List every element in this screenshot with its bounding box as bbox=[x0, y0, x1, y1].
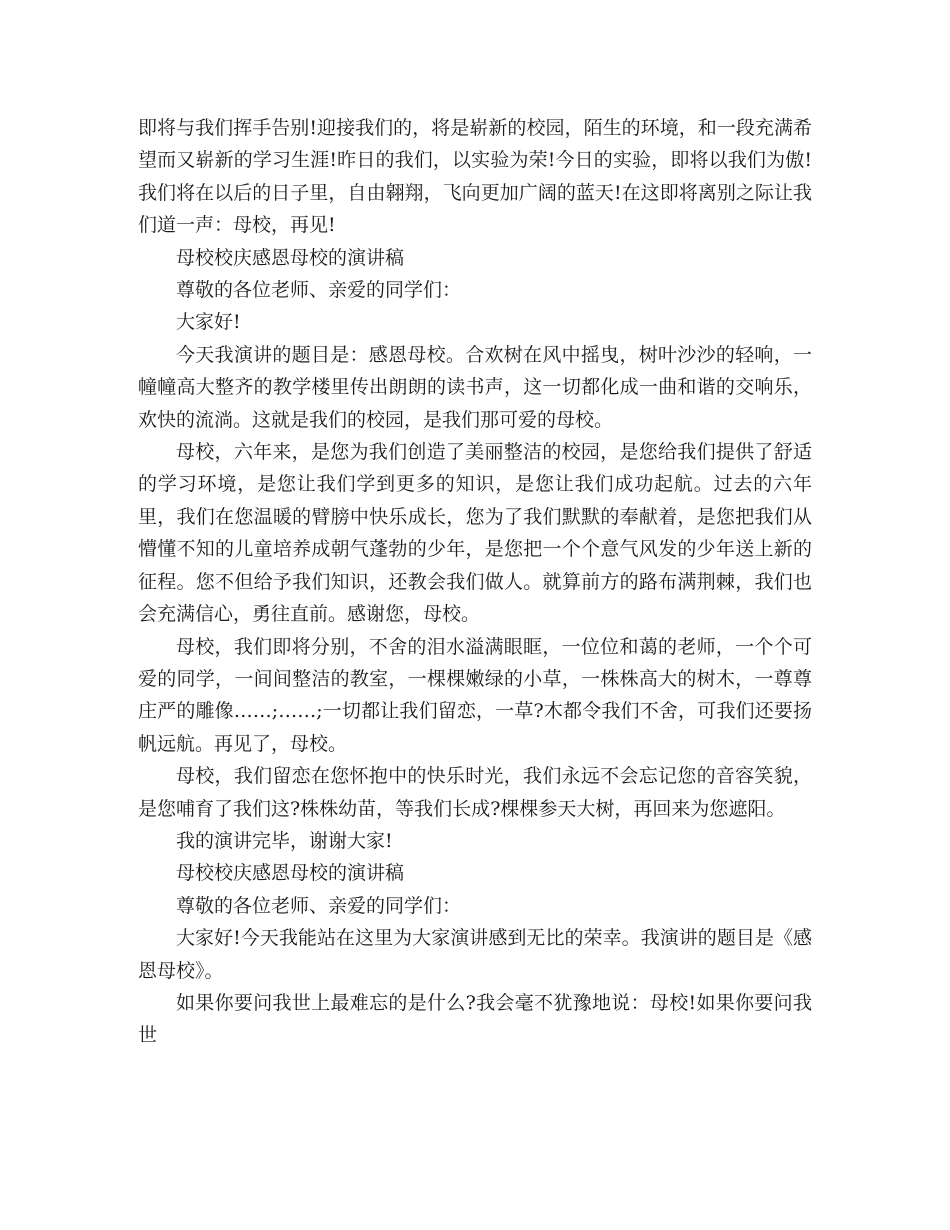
paragraph-greeting-2: 大家好!今天我能站在这里为大家演讲感到无比的荣幸。我演讲的题目是《感恩母校》。 bbox=[138, 927, 812, 982]
document-body bbox=[138, 112, 812, 1052]
closing-line: 我的演讲完毕，谢谢大家! bbox=[176, 829, 393, 852]
greeting-1: 大家好! bbox=[176, 311, 241, 334]
paragraph-question: 如果你要问我世上最难忘的是什么?我会毫不犹豫地说：母校!如果你要问我世 bbox=[138, 991, 812, 1047]
speech-title-2: 母校校庆感恩母校的演讲稿 bbox=[176, 862, 405, 885]
paragraph-farewell: 母校，我们即将分别，不舍的泪水溢满眼眶，一位位和蔼的老师，一个个可爱的同学，一间间整洁的教室，一棵棵嫩绿的小草，一株株高大的树木，一尊尊庄严的雕像……;……;一切都让我们留恋，一草?木都令我们不舍，可我们还要扬帆远航。再见了，母校。 bbox=[138, 635, 812, 755]
paragraph-six-years: 母校，六年来，是您为我们创造了美丽整洁的校园，是您给我们提供了舒适的学习环境，是您让我们学到更多的知识，是您让我们成功起航。过去的六年里，我们在您温暖的臂膀中快乐成长，您为了我们默默的奉献着，是您把我们从懵懂不知的儿童培养成朝气蓬勃的少年，是您把一个个意气风发的少年送上新的征程。您不但给予我们知识，还教会我们做人。就算前方的路布满荆棘，我们也会充满信心，勇往直前。感谢您，母校。 bbox=[138, 441, 812, 626]
speech-title-1: 母校校庆感恩母校的演讲稿 bbox=[176, 246, 405, 269]
salutation-1: 尊敬的各位老师、亲爱的同学们： bbox=[176, 279, 462, 302]
salutation-2: 尊敬的各位老师、亲爱的同学们： bbox=[176, 894, 462, 917]
paragraph-memories: 母校，我们留恋在您怀抱中的快乐时光，我们永远不会忘记您的音容笑貌，是您哺育了我们这?株株幼苗，等我们长成?棵棵参天大树，再回来为您遮阳。 bbox=[138, 765, 812, 820]
paragraph-continuation: 即将与我们挥手告别!迎接我们的，将是崭新的校园，陌生的环境，和一段充满希望而又崭新的学习生涯!昨日的我们，以实验为荣!今日的实验，即将以我们为傲!我们将在以后的日子里，自由翱翔，飞向更加广阔的蓝天!在这即将离别之际让我们道一声：母校，再见! bbox=[138, 117, 812, 237]
paragraph-intro: 今天我演讲的题目是：感恩母校。合欢树在风中摇曳，树叶沙沙的轻响，一幢幢高大整齐的教学楼里传出朗朗的读书声，这一切都化成一曲和谐的交响乐，欢快的流淌。这就是我们的校园，是我们那可爱的母校。 bbox=[138, 343, 812, 431]
